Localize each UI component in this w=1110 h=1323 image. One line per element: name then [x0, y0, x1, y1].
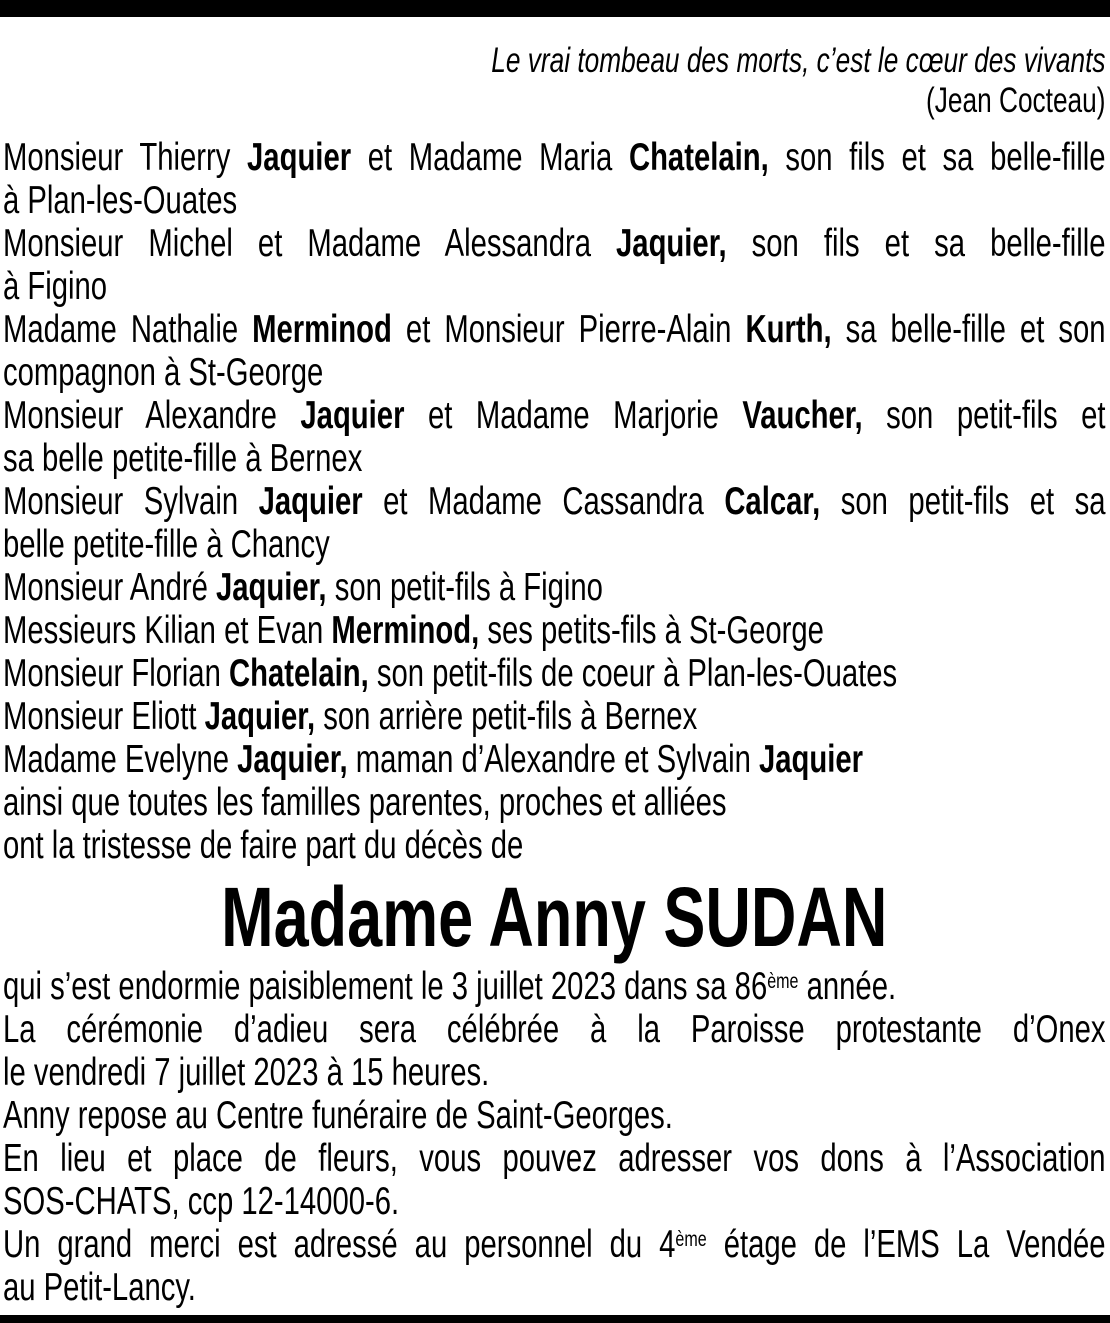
text-segment: son petit-fils et	[862, 394, 1106, 437]
detail-entry	[3, 1223, 1106, 1309]
text-segment: son fils et sa belle-fille	[726, 222, 1106, 265]
text-segment: année.	[798, 965, 897, 1008]
family-surname: Jaquier	[759, 738, 864, 781]
family-surname: Jaquier	[247, 136, 352, 179]
family-surname: Kurth,	[745, 308, 832, 351]
text-segment: Monsieur Thierry	[3, 136, 248, 179]
text-segment: ainsi que toutes les familles parentes, proches et alliées	[3, 781, 727, 824]
notice-line	[3, 265, 1106, 308]
epigraph-author: (Jean Cocteau)	[926, 81, 1106, 120]
epigraph-text: Le vrai tombeau des morts, c’est le cœur des vivants	[491, 41, 1106, 80]
text-segment: et Madame Cassandra	[362, 480, 725, 523]
family-surname: Merminod,	[331, 609, 480, 652]
family-member-entry	[3, 781, 1106, 824]
text-segment: SOS-CHATS, ccp 12-14000-6.	[3, 1180, 400, 1223]
epigraph	[3, 17, 1106, 121]
text-segment: son fils et sa belle-fille	[768, 136, 1106, 179]
detail-entry	[3, 1094, 1106, 1137]
notice-line	[3, 1180, 1106, 1223]
deceased-name: Madame Anny SUDAN	[221, 870, 888, 964]
text-segment: Monsieur André	[3, 566, 216, 609]
family-surname: Calcar,	[724, 480, 821, 523]
notice-line	[3, 824, 1106, 867]
family-surname: Chatelain,	[228, 652, 369, 695]
family-surname: Merminod	[252, 308, 392, 351]
ordinal-suffix: ème	[767, 968, 799, 993]
notice-line	[3, 222, 1106, 265]
family-member-entry	[3, 695, 1106, 738]
text-segment: son arrière petit-fils à Bernex	[315, 695, 698, 738]
family-surname: Jaquier	[300, 394, 405, 437]
text-segment: compagnon à St-George	[3, 351, 324, 394]
notice-line	[3, 136, 1106, 179]
family-member-entry	[3, 222, 1106, 308]
family-surname: Jaquier,	[204, 695, 316, 738]
notice-line	[3, 1266, 1106, 1309]
notice-content	[0, 17, 1110, 1309]
text-segment: et Madame Maria	[351, 136, 629, 179]
text-segment: ont la tristesse de faire part du décès de	[3, 824, 524, 867]
notice-line	[3, 1094, 1106, 1137]
family-member-entry	[3, 824, 1106, 867]
text-segment: Monsieur Michel et Madame Alessandra	[3, 222, 617, 265]
text-segment: étage de l’EMS La Vendée	[706, 1223, 1106, 1266]
notice-line	[3, 738, 1106, 781]
text-segment: ses petits-fils à St-George	[479, 609, 824, 652]
text-segment: Un grand merci est adressé au personnel du 4	[3, 1223, 676, 1266]
family-list	[3, 136, 1106, 867]
text-segment: belle petite-fille à Chancy	[3, 523, 330, 566]
notice-line	[3, 523, 1106, 566]
family-member-entry	[3, 609, 1106, 652]
ordinal-suffix: ème	[675, 1226, 707, 1251]
text-segment: Monsieur Eliott	[3, 695, 205, 738]
notice-line	[3, 1223, 1106, 1266]
notice-line	[3, 394, 1106, 437]
text-segment: Monsieur Alexandre	[3, 394, 301, 437]
family-member-entry	[3, 652, 1106, 695]
text-segment: et Madame Marjorie	[404, 394, 743, 437]
notice-line	[3, 308, 1106, 351]
text-segment: son petit-fils et sa	[820, 480, 1106, 523]
text-segment: Madame Nathalie	[3, 308, 253, 351]
notice-line	[3, 1137, 1106, 1180]
notice-line	[3, 480, 1106, 523]
notice-line	[3, 609, 1106, 652]
notice-line	[3, 652, 1106, 695]
text-segment: son petit-fils de coeur à Plan-les-Ouates	[368, 652, 898, 695]
notice-line	[3, 965, 1106, 1008]
ceremony-details	[3, 965, 1106, 1309]
family-surname: Jaquier,	[216, 566, 327, 609]
notice-line	[3, 695, 1106, 738]
notice-line	[3, 1051, 1106, 1094]
text-segment: Anny repose au Centre funéraire de Saint-Georges.	[3, 1094, 673, 1137]
text-segment: à Plan-les-Ouates	[3, 179, 238, 222]
text-segment: Messieurs Kilian et Evan	[3, 609, 332, 652]
family-member-entry	[3, 738, 1106, 781]
text-segment: sa belle petite-fille à Bernex	[3, 437, 363, 480]
family-surname: Vaucher,	[742, 394, 863, 437]
text-segment: maman d’Alexandre et Sylvain	[347, 738, 760, 781]
bottom-rule	[0, 1315, 1110, 1323]
notice-line	[3, 179, 1106, 222]
text-segment: En lieu et place de fleurs, vous pouvez adresser vos dons à l’Association	[3, 1137, 1106, 1180]
family-member-entry	[3, 394, 1106, 480]
notice-line	[3, 781, 1106, 824]
notice-line	[3, 566, 1106, 609]
family-member-entry	[3, 480, 1106, 566]
text-segment: et Monsieur Pierre-Alain	[391, 308, 746, 351]
text-segment: Monsieur Florian	[3, 652, 229, 695]
detail-entry	[3, 1008, 1106, 1094]
text-segment: Monsieur Sylvain	[3, 480, 259, 523]
family-member-entry	[3, 308, 1106, 394]
family-surname: Jaquier,	[237, 738, 348, 781]
family-surname: Jaquier,	[616, 222, 727, 265]
text-segment: sa belle-fille et son	[831, 308, 1106, 351]
family-member-entry	[3, 566, 1106, 609]
text-segment: Madame Evelyne	[3, 738, 238, 781]
text-segment: à Figino	[3, 265, 108, 308]
family-surname: Jaquier	[258, 480, 363, 523]
notice-line	[3, 351, 1106, 394]
detail-entry	[3, 965, 1106, 1008]
family-surname: Chatelain,	[628, 136, 769, 179]
detail-entry	[3, 1137, 1106, 1223]
text-segment: son petit-fils à Figino	[326, 566, 603, 609]
notice-line	[3, 1008, 1106, 1051]
top-rule	[0, 0, 1110, 17]
notice-line	[3, 437, 1106, 480]
text-segment: La cérémonie d’adieu sera célébrée à la Paroisse protestante d’Onex	[3, 1008, 1106, 1051]
text-segment: au Petit-Lancy.	[3, 1266, 196, 1309]
family-member-entry	[3, 136, 1106, 222]
text-segment: qui s’est endormie paisiblement le 3 juillet 2023 dans sa 86	[3, 965, 768, 1008]
text-segment: le vendredi 7 juillet 2023 à 15 heures.	[3, 1051, 490, 1094]
